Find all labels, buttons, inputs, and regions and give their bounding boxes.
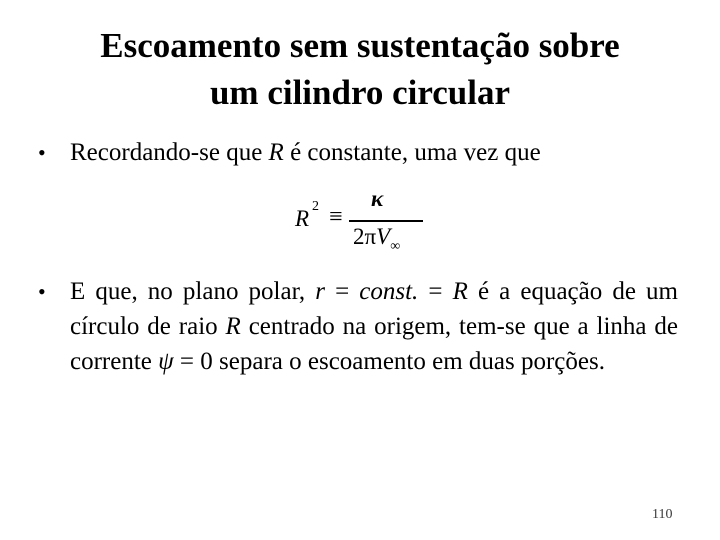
variable-r-lower: r (315, 278, 325, 305)
text-segment: centrado na origem, tem-se que a linha de corrente (70, 313, 679, 375)
text-segment: E que, no plano polar, (70, 278, 316, 305)
bullet-item-2 (38, 274, 678, 379)
fraction-bar (349, 220, 423, 222)
const-term: const. (359, 278, 419, 305)
variable-r: R (268, 139, 284, 166)
text-segment: = (324, 278, 360, 305)
variable-psi: ψ (158, 348, 174, 375)
formula-denominator (353, 224, 401, 254)
title-line-2: um cilindro circular (209, 73, 511, 112)
page-number: 110 (652, 507, 673, 522)
bullet-item-1 (38, 135, 678, 170)
variable-r: R (452, 278, 468, 305)
formula-lhs: R (295, 206, 310, 231)
bullet-icon: • (38, 140, 46, 165)
text-segment: = (418, 278, 453, 305)
den-variable: V (376, 224, 391, 249)
slide-title (0, 22, 720, 116)
bullet-text-2 (70, 274, 678, 379)
formula-numerator: κ (371, 186, 384, 211)
text-segment: é constante, uma vez que (283, 139, 541, 166)
formula (293, 186, 433, 254)
text-segment: é a equação de um círculo de raio (70, 278, 678, 340)
formula-relation: ≡ (329, 204, 343, 230)
bullet-text-1 (70, 135, 678, 170)
title-line-1: Escoamento sem sustentação sobre (100, 26, 620, 65)
bullet-icon: • (38, 279, 46, 304)
formula-exponent: 2 (312, 199, 319, 214)
text-segment: Recordando-se que (70, 139, 269, 166)
den-coefficient: 2π (353, 224, 377, 249)
text-segment: = 0 separa o escoamento em duas porções. (173, 348, 605, 375)
den-subscript: ∞ (390, 239, 401, 254)
variable-r: R (225, 313, 241, 340)
